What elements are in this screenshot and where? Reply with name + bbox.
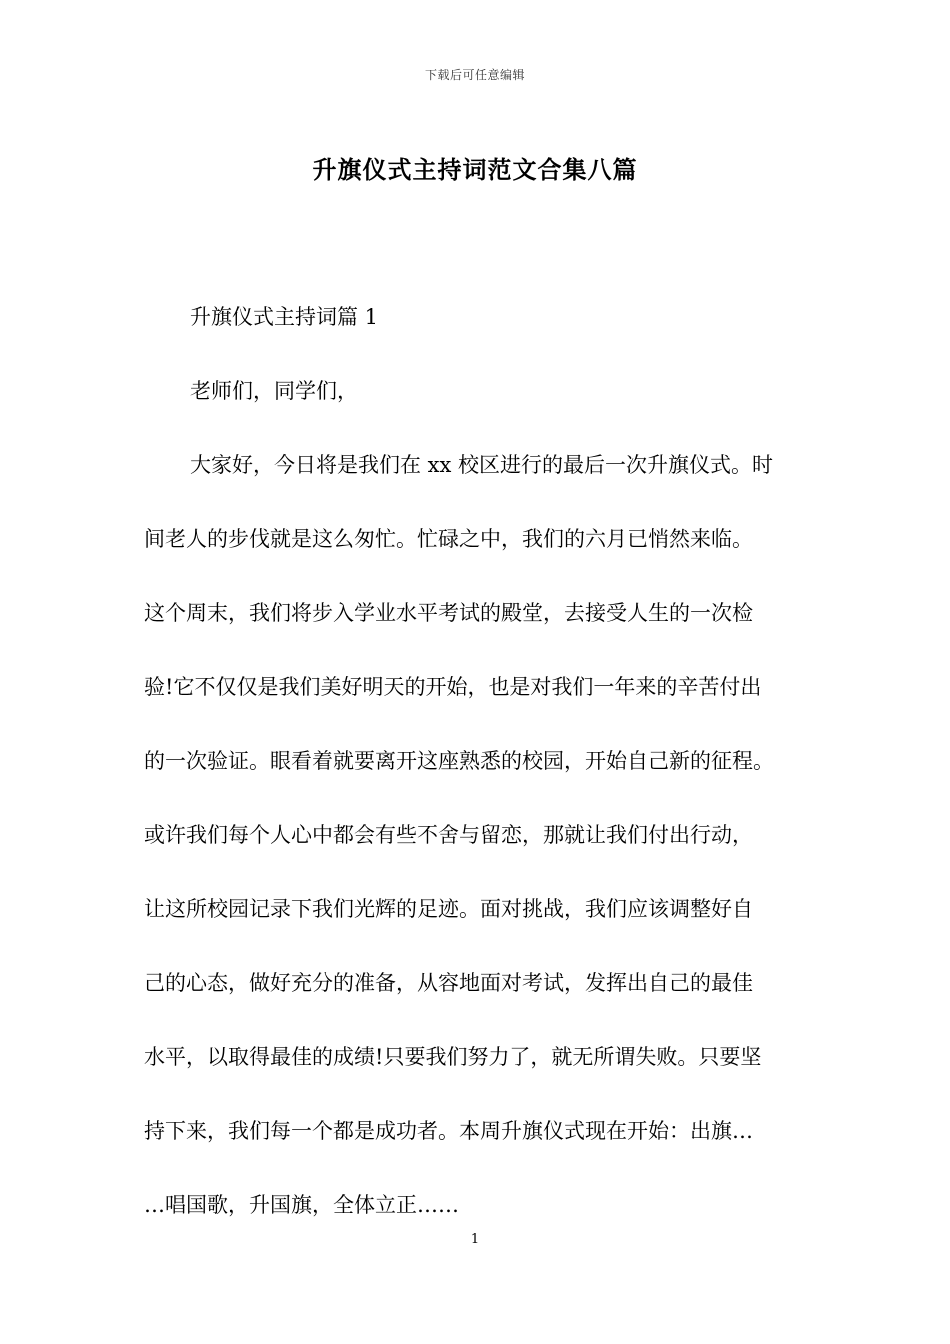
document-title: 升旗仪式主持词范文合集八篇 <box>312 155 638 184</box>
header-note: 下载后可任意编辑 <box>424 68 525 82</box>
paragraph-line: …唱国歌，升国旗，全体立正…… <box>144 1193 459 1217</box>
greeting-line: 老师们，同学们， <box>190 379 358 403</box>
paragraph-line: 间老人的步伐就是这么匆忙。忙碌之中，我们的六月已悄然来临。 <box>144 527 753 551</box>
section-heading: 升旗仪式主持词篇 1 <box>190 305 379 329</box>
paragraph-line: 的一次验证。眼看着就要离开这座熟悉的校园，开始自己新的征程。 <box>144 749 774 773</box>
paragraph-line: 大家好，今日将是我们在 xx 校区进行的最后一次升旗仪式。时 <box>190 453 774 477</box>
paragraph-line: 水平，以取得最佳的成绩!只要我们努力了，就无所谓失败。只要坚 <box>144 1045 762 1069</box>
paragraph-line: 持下来，我们每一个都是成功者。本周升旗仪式现在开始：出旗… <box>144 1119 753 1143</box>
paragraph-line: 己的心态，做好充分的准备，从容地面对考试，发挥出自己的最佳 <box>144 971 753 995</box>
page-number: 1 <box>470 1232 480 1247</box>
paragraph-line: 或许我们每个人心中都会有些不舍与留恋，那就让我们付出行动， <box>144 823 753 847</box>
paragraph-line: 让这所校园记录下我们光辉的足迹。面对挑战，我们应该调整好自 <box>144 897 753 921</box>
paragraph-line: 验!它不仅仅是我们美好明天的开始，也是对我们一年来的辛苦付出 <box>144 675 762 699</box>
paragraph-line: 这个周末，我们将步入学业水平考试的殿堂，去接受人生的一次检 <box>144 601 753 625</box>
document-body <box>144 280 814 1242</box>
